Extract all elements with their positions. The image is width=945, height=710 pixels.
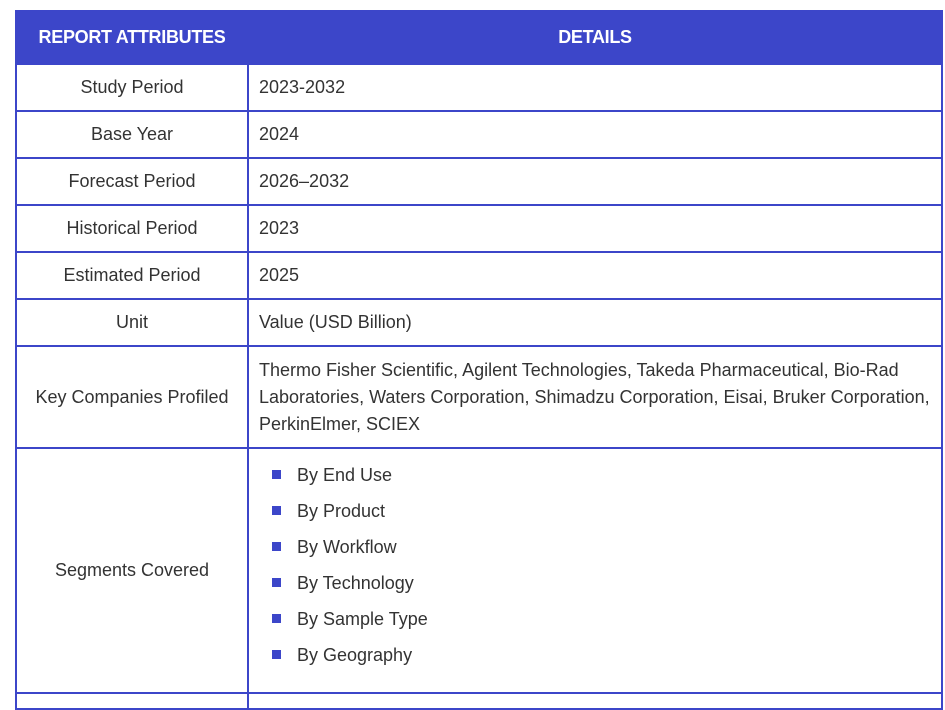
table-row-base-year [16,111,942,158]
list-item [272,601,941,637]
segment-label: By Product [297,500,386,521]
square-bullet-icon [272,614,281,623]
segments-list [249,451,941,691]
detail-cell: Thermo Fisher Scientific, Agilent Technologies, Takeda Pharmaceutical, Bio-Rad Laboratories, Waters Corporation, Shimadzu Corporation, Eisai, Bruker Corporation, PerkinElmer, SCIEX [248,346,942,448]
square-bullet-icon [272,542,281,551]
list-item [272,493,941,529]
detail-cell: 2024 [248,111,942,158]
attribute-cell: Key Companies Profiled [16,346,248,448]
attribute-cell: Segments Covered [16,448,248,693]
list-item [272,457,941,493]
attribute-cell: Base Year [16,111,248,158]
square-bullet-icon [272,578,281,587]
report-attributes-table [15,10,943,710]
detail-cell: 2026–2032 [248,158,942,205]
table-row-forecast-period [16,158,942,205]
detail-cell: 2023 [248,205,942,252]
list-item [272,565,941,601]
table-row-estimated-period [16,252,942,299]
table-row-historical-period [16,205,942,252]
attribute-cell: Historical Period [16,205,248,252]
list-item [272,637,941,673]
attribute-cell: Estimated Period [16,252,248,299]
table-row-segments-covered [16,448,942,693]
table-header-row [16,11,942,64]
segment-label: By End Use [297,464,393,485]
detail-cell: Value (USD Billion) [248,299,942,346]
list-item [272,529,941,565]
detail-cell [248,448,942,693]
detail-cell: 2023-2032 [248,64,942,111]
segment-label: By Geography [297,644,413,665]
report-attributes-table-container [15,10,941,710]
attribute-cell-empty [16,693,248,709]
detail-cell: 2025 [248,252,942,299]
detail-cell-empty [248,693,942,709]
table-row-partial [16,693,942,709]
header-details: DETAILS [248,11,942,64]
table-row-study-period [16,64,942,111]
square-bullet-icon [272,470,281,479]
attribute-cell: Forecast Period [16,158,248,205]
segment-label: By Technology [297,572,414,593]
attribute-cell: Study Period [16,64,248,111]
table-row-key-companies [16,346,942,448]
attribute-cell: Unit [16,299,248,346]
square-bullet-icon [272,506,281,515]
segment-label: By Sample Type [297,608,428,629]
header-report-attributes: REPORT ATTRIBUTES [16,11,248,64]
square-bullet-icon [272,650,281,659]
segment-label: By Workflow [297,536,397,557]
table-row-unit [16,299,942,346]
